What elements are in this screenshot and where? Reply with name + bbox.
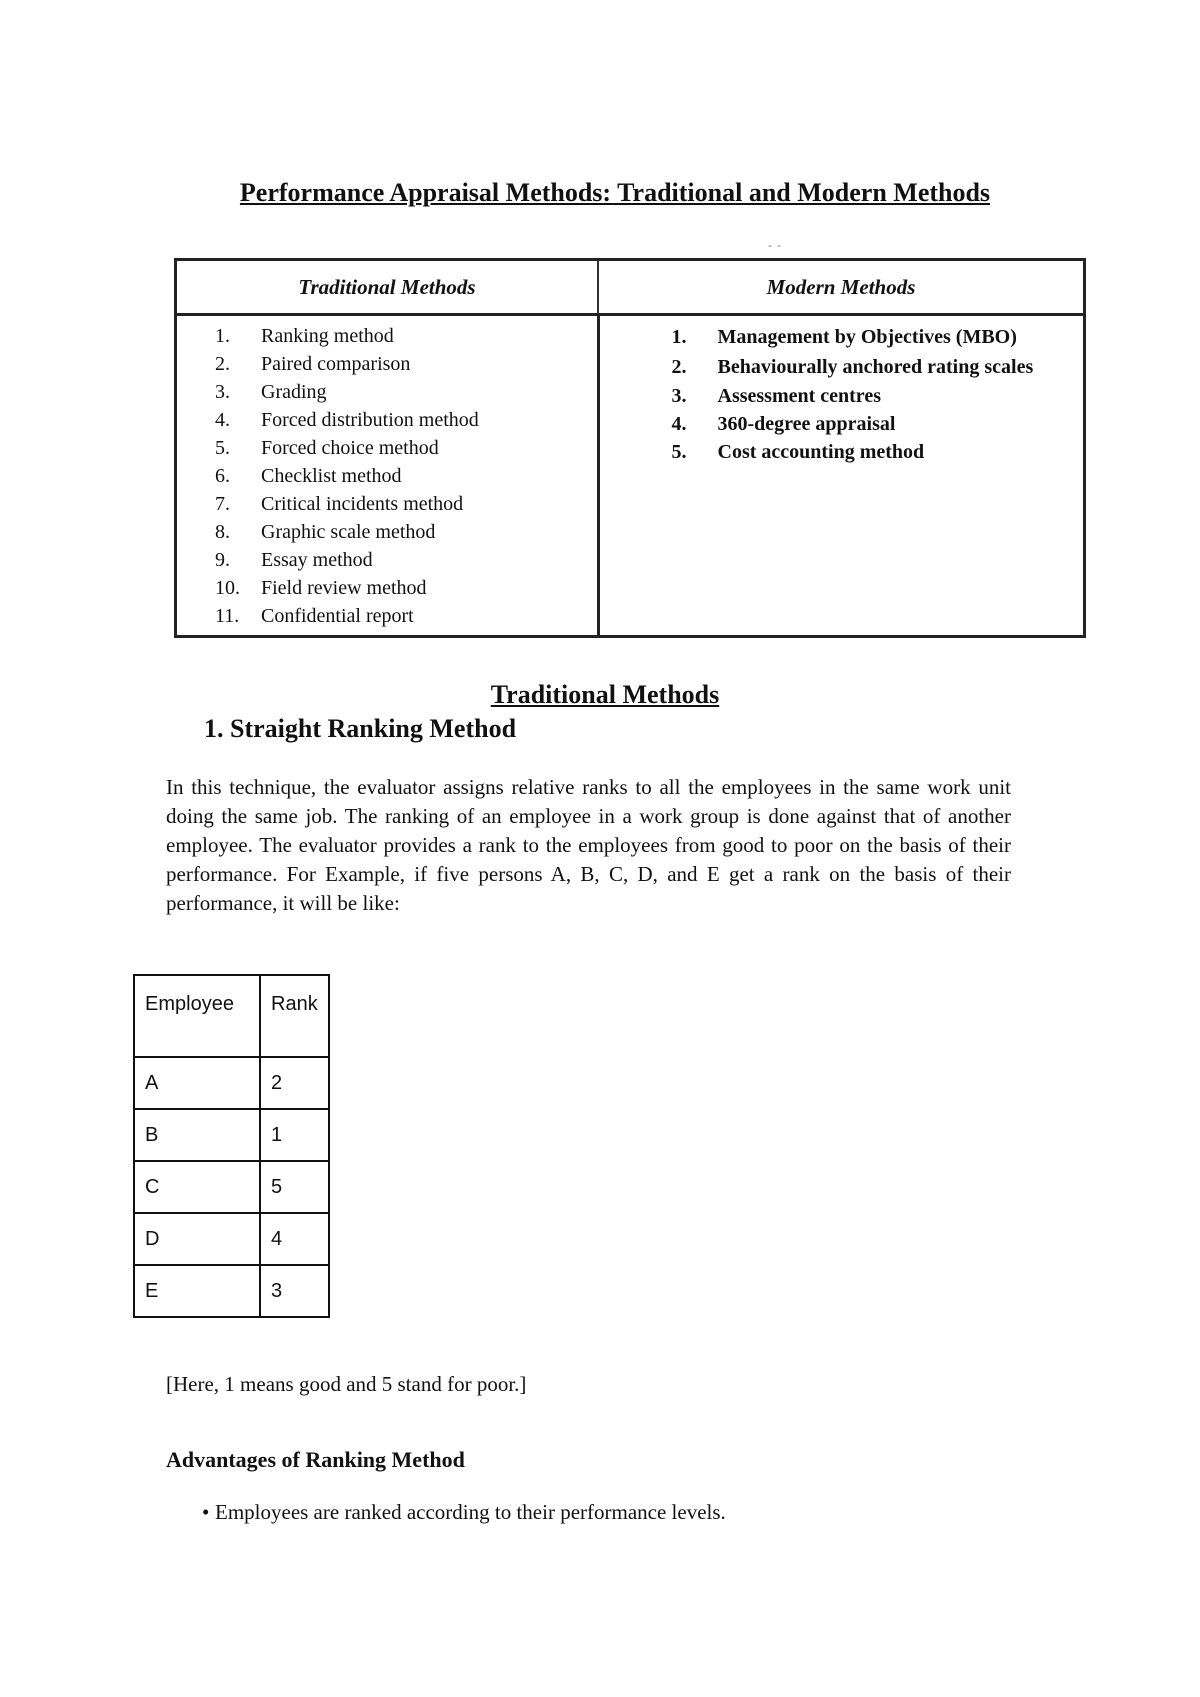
list-item: 7. Critical incidents method [215, 493, 464, 515]
modern-methods-list [600, 322, 1084, 466]
table-row [134, 1265, 329, 1317]
stray-mark: - - [768, 238, 782, 252]
list-item: 6. Checklist method [215, 465, 402, 487]
list-item: 9. Essay method [215, 549, 373, 571]
sub-heading: 1. Straight Ranking Method [204, 714, 517, 743]
rank-cell: 1 [260, 1109, 329, 1161]
table-row [134, 1109, 329, 1161]
employee-cell: D [134, 1213, 260, 1265]
rank-cell: 3 [260, 1265, 329, 1317]
list-item: 11. Confidential report [215, 605, 414, 627]
traditional-methods-cell [176, 315, 599, 637]
employee-cell: E [134, 1265, 260, 1317]
header-modern-methods: Modern Methods [598, 260, 1085, 315]
rank-cell: 5 [260, 1161, 329, 1213]
list-item: 1. Ranking method [215, 325, 394, 347]
list-item: 8. Graphic scale method [215, 521, 436, 543]
list-item: 4. 360-degree appraisal [671, 413, 896, 435]
body-paragraph: In this technique, the evaluator assigns relative ranks to all the employees in the same work unit doing the same job. The ranking of an employee in a work group is done against that of another employee. The evaluator provides a rank to the employees from good to poor on the basis of their performance. For Example, if five persons A, B, C, D, and E get a rank on the basis of their performance, it will be like: [166, 775, 1011, 915]
table-row [134, 1057, 329, 1109]
list-item: 4. Forced distribution method [215, 409, 479, 431]
bullet-icon: • [202, 1500, 210, 1524]
modern-methods-cell [598, 315, 1085, 637]
rank-table-header-rank: Rank [260, 975, 329, 1057]
list-item: 2. Paired comparison [215, 353, 411, 375]
table-row [134, 1161, 329, 1213]
employee-cell: A [134, 1057, 260, 1109]
rank-cell: 2 [260, 1057, 329, 1109]
list-item: 2. Behaviourally anchored rating scales [671, 356, 1034, 378]
list-item: 3. Assessment centres [671, 385, 881, 407]
rank-note: [Here, 1 means good and 5 stand for poor.] [166, 1372, 527, 1396]
rank-table-header-employee: Employee [134, 975, 260, 1057]
table-row [134, 1213, 329, 1265]
employee-cell: B [134, 1109, 260, 1161]
list-item: • Employees are ranked according to their performance levels. [202, 1500, 726, 1524]
traditional-methods-list [177, 322, 597, 630]
rank-table [133, 974, 330, 1318]
advantages-list [202, 1500, 726, 1525]
list-item: 10. Field review method [215, 577, 427, 599]
list-item: 5. Forced choice method [215, 437, 439, 459]
header-traditional-methods: Traditional Methods [176, 260, 599, 315]
advantages-heading: Advantages of Ranking Method [166, 1447, 465, 1472]
methods-comparison-table [174, 258, 1086, 638]
employee-cell: C [134, 1161, 260, 1213]
rank-cell: 4 [260, 1213, 329, 1265]
page-title: Performance Appraisal Methods: Traditional and Modern Methods [239, 178, 991, 207]
list-item: 5. Cost accounting method [671, 441, 925, 463]
list-item: 1. Management by Objectives (MBO) [671, 326, 1017, 348]
list-item: 3. Grading [215, 381, 327, 403]
section-heading: Traditional Methods [490, 680, 720, 709]
